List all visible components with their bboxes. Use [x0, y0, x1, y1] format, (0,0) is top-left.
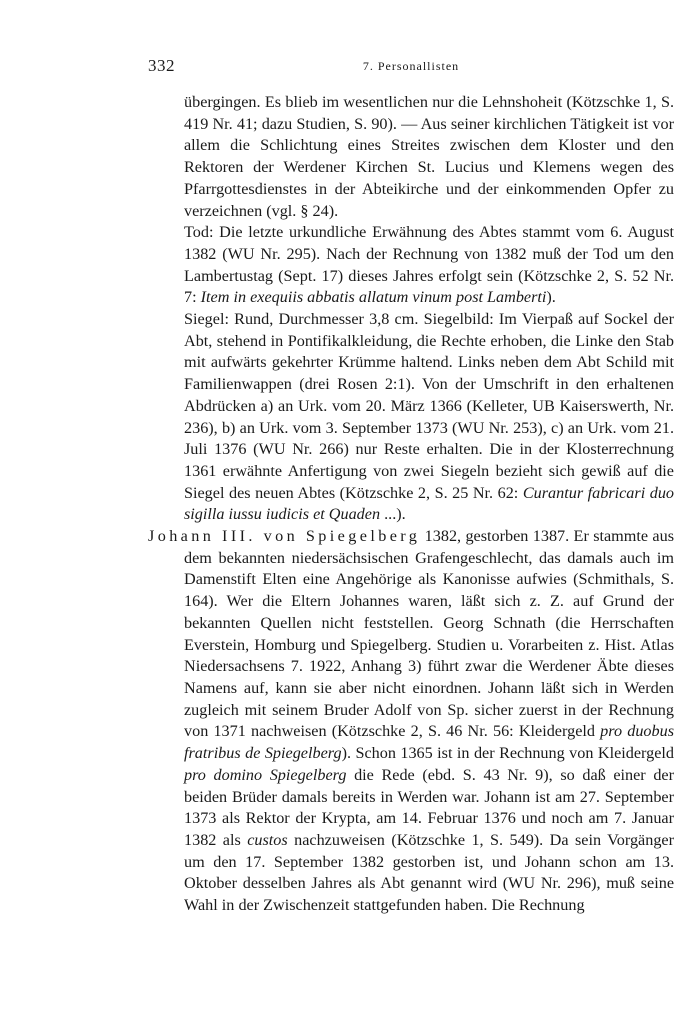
latin-term: custos	[247, 830, 288, 849]
text-run: ). Schon 1365 ist in der Rechnung von Kleidergeld	[341, 744, 674, 763]
latin-quote: Curantur fabricari duo sigilla iussu iudicis et Quaden	[184, 483, 675, 524]
text-run: nachzuweisen (Kötzschke 1, S. 549). Da sein Vorgänger um den 17. September 1382 gestorben ist, und Johann schon am 13. Oktober desselben Jahres als Abt genannt wird (WU Nr. 296), muß seine Wahl in der Zwischenzeit stattgefunden haben. Die Rechnung	[184, 830, 675, 915]
text-run: Tod: Die letzte urkundliche Erwähnung des Abtes stammt vom 6. August 1382 (WU Nr. 295). Nach der Rechnung von 1382 muß der Tod um den Lambertustag (Sept. 17) dieses Jahres erfolgt sein (Kötzschke 2, S. 52 Nr. 7:	[184, 223, 674, 307]
page-header	[148, 56, 674, 80]
paragraph-tod	[148, 222, 674, 309]
body-text	[148, 92, 674, 917]
text-run: 1382, gestorben 1387. Er stammte aus dem bekannten niedersächsischen Grafengeschlecht, das damals auch im Damenstift Elten eine Angehörige als Kanonisse aufwies (Schmithals, S. 164). Wer die Eltern Johannes waren, läßt sich z. Z. auf Grund der bekannten Quellen nicht feststellen. Georg Schnath (die Herrschaften Everstein, Homburg und Spiegelberg. Studien u. Vorarbeiten z. Hist. Atlas Niedersachsens 7. 1922, Anhang 3) führt zwar die Werdener Äbte dieses Namens auf, kann sie aber nicht einordnen. Johann läßt sich in Werden zugleich mit seinem Bruder Adolf von Sp. sicher zuerst in der Rechnung von 1371 nachweisen (Kötzschke 2, S. 46 Nr. 56: Kleidergeld	[184, 527, 674, 741]
page-number: 332	[148, 56, 175, 75]
paragraph-siegel	[148, 309, 674, 526]
text-run: ).	[546, 288, 556, 307]
entry-name: Johann III. von Spiegelberg	[148, 527, 421, 546]
latin-quote: pro domino Spiegelberg	[184, 765, 347, 784]
text-run: die Rede (ebd. S. 43 Nr. 9), so daß einer der beiden Brüder damals bereits in Werden war. Johann ist am 27. September 1373 als Rektor der Krypta, am 14. Februar 1376 und noch am 7. Januar 1382 als	[184, 765, 674, 849]
paragraph-lehnshoheit	[148, 92, 674, 222]
text-run: Siegel: Rund, Durchmesser 3,8 cm. Siegelbild: Im Vierpaß auf Sockel der Abt, stehend in Pontifikalkleidung, die Rechte erhoben, die Linke den Stab mit aufwärts gekehrter Krümme haltend. Links neben dem Abt Schild mit Familienwappen (drei Rosen 2:1). Von der Umschrift in den erhaltenen Abdrücken a) an Urk. vom 20. März 1366 (Kelleter, UB Kaiserswerth, Nr. 236), b) an Urk. vom 3. September 1373 (WU Nr. 253), c) an Urk. vom 21. Juli 1376 (WU Nr. 266) nur Reste erhalten. Die in der Klosterrechnung 1361 erwähnte Anfertigung von zwei Siegeln bezieht sich gewiß auf die Siegel des neuen Abtes (Kötzschke 2, S. 25 Nr. 62:	[184, 310, 674, 502]
text-run: übergingen. Es blieb im wesentlichen nur die Lehnshoheit (Kötzschke 1, S. 419 Nr. 41; dazu Studien, S. 90). — Aus seiner kirchlichen Tätigkeit ist vor allem die Schlichtung eines Streites zwischen dem Kloster und den Rektoren der Werdener Kirchen St. Lucius und Klemens wegen des Pfarrgottesdienstes in der Abteikirche und der einkommenden Opfer zu verzeichnen (vgl. § 24).	[184, 93, 674, 220]
latin-quote: Item in exequiis abbatis allatum vinum post Lamberti	[200, 288, 547, 307]
entry-johann-iii	[148, 526, 674, 917]
running-title: 7. Personallisten	[362, 59, 460, 73]
latin-quote: pro duobus fratribus de Spiegelberg	[184, 722, 674, 763]
text-run: ...).	[380, 505, 406, 524]
